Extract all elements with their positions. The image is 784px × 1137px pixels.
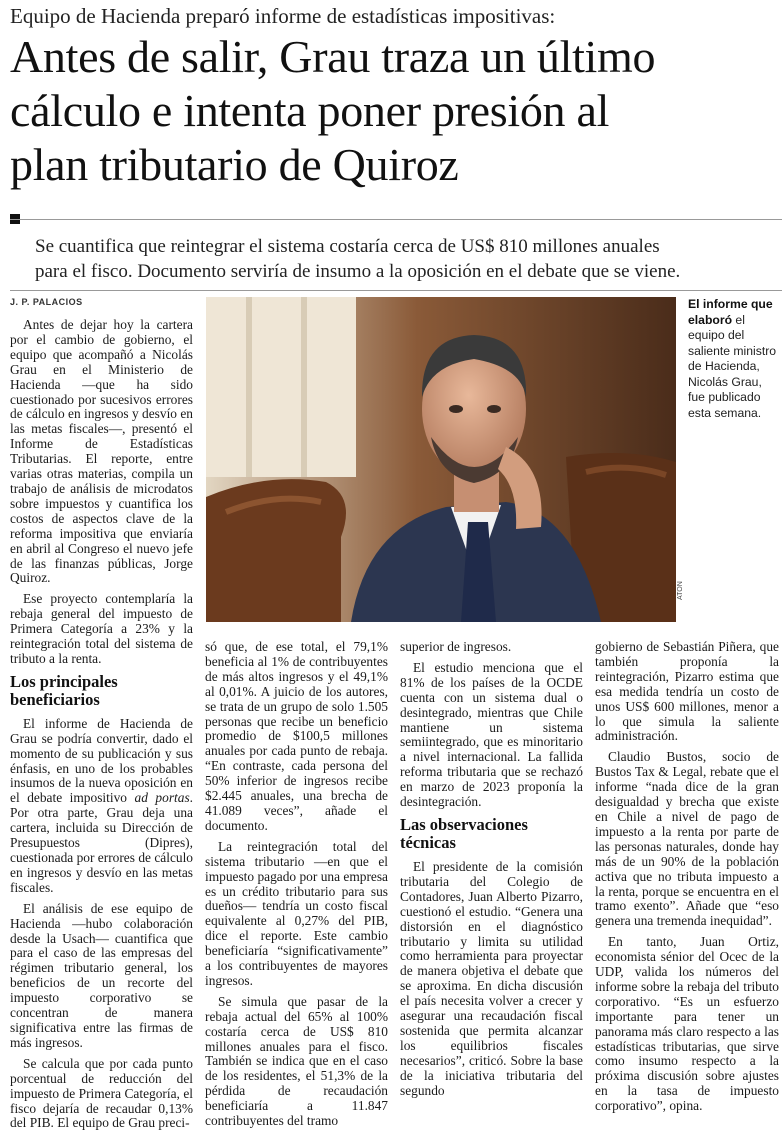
paragraph: Se simula que pasar de la rebaja actual del 65% al 100% costaría cerca de US$ 810 millones anuales para el fisco. También se indica que en el caso de los residentes, el 51,3% de la pérdida de recaudación beneficiaría a 11.847 contribuyentes del tramo bbox=[205, 993, 388, 1129]
photo-credit: ATON bbox=[677, 581, 684, 600]
portrait-illustration bbox=[206, 297, 676, 622]
photo-caption bbox=[688, 297, 782, 421]
paragraph: gobierno de Sebastián Piñera, que también proponía la reintegración, Pizarro estima que esa medida tendría un costo de unos US$ 600 millones, menor a lo que simula la saliente administración. bbox=[595, 639, 779, 744]
paragraph-emphasis: ad portas bbox=[134, 790, 190, 806]
paragraph: El presidente de la comisión tributaria del Colegio de Contadores, Juan Alberto Pizarro, cuestionó el estudio. “Genera una distorsión en el diagnóstico tributario y limita su utilidad como herramienta para proyectar de manera objetiva el debate que se aproxima. En dicha discusión el país necesita volver a crecer y asegurar una recaudación fiscal sostenida que permita alcanzar los equilibrios fiscales necesarios”, criticó. Sobre la base de la iniciativa tributaria del segundo bbox=[400, 858, 583, 1098]
paragraph: superior de ingresos. bbox=[400, 639, 512, 654]
article-photo bbox=[206, 297, 676, 622]
paragraph: Antes de dejar hoy la cartera por el cambio de gobierno, el equipo que acompañó a Nicolás Grau en el Ministerio de Hacienda —que ha sido cuestionado por sucesivos errores de cálculo en ingresos y desvío en las metas fiscales—, presentó el Informe de Estadísticas Tributarias. El reporte, entre varias otras materias, compila un trabajo de análisis de microdatos sobre impuestos y cuantifica los costos de aspectos clave de la reforma impositiva que enviaría en abril al Congreso el nuevo jefe de las finanzas públicas, Jorge Quiroz. bbox=[10, 317, 193, 586]
headline-line: plan tributario de Quiroz bbox=[10, 139, 459, 190]
section-heading: Las observaciones técnicas bbox=[400, 814, 528, 852]
headline bbox=[10, 30, 780, 192]
subheadline-line: para el fisco. Documento serviría de insumo a la oposición en el debate que se viene. bbox=[35, 261, 681, 282]
column-1 bbox=[10, 318, 193, 1137]
section-heading: Los principales beneficiarios bbox=[10, 671, 118, 709]
paragraph-text: . Por otra parte, Grau deja una cartera, incluida su Dirección de Presupuestos (Dipres), cuestionada por errores de cálculo en ingresos y desvío en las metas fiscales. bbox=[10, 790, 194, 895]
divider bbox=[10, 290, 782, 291]
paragraph: En tanto, Juan Ortiz, economista sénior del Ocec de la UDP, valida los números del informe sobre la rebaja del tributo corporativo. “Es un esfuerzo importante para tener un panorama más claro respecto a las estadísticas tributarias, que sirve como insumo respecto a la próxima discusión sobre ajustes en la tasa de impuesto corporativo”, opina. bbox=[595, 934, 779, 1114]
column-2 bbox=[205, 640, 388, 1135]
divider bbox=[10, 219, 782, 220]
column-4 bbox=[595, 640, 779, 1120]
column-3 bbox=[400, 640, 583, 1104]
paragraph: só que, de ese total, el 79,1% beneficia al 1% de contribuyentes de más altos ingresos y el 49,1% al 0,01%. A juicio de los autores, se trata de un grupo de solo 1.505 personas que recibe un beneficio promedio de $100,5 millones anuales por cada punto de rebaja. “En contraste, cada persona del 50% inferior de ingresos recibe $2.445 anuales, una brecha de 41.089 veces”, añade el documento. bbox=[205, 639, 388, 833]
subheadline bbox=[35, 234, 780, 284]
paragraph: La reintegración total del sistema tributario —en que el impuesto pagado por una empresa es un crédito tributario para sus dueños— tendría un costo fiscal equivalente al 0,27% del PIB, dice el reporte. Este cambio beneficiaría “significativamente” a los contribuyentes de mayores ingresos. bbox=[205, 838, 388, 988]
byline: J. P. PALACIOS bbox=[10, 297, 83, 307]
paragraph: Ese proyecto contemplaría la rebaja general del impuesto de Primera Categoría a 23% y la reintegración total del sistema de tributo a la renta. bbox=[10, 591, 193, 666]
headline-line: Antes de salir, Grau traza un último bbox=[10, 31, 656, 82]
caption-lead: El informe que elaboró bbox=[688, 297, 773, 327]
paragraph: Se calcula que por cada punto porcentual de reducción del impuesto de Primera Categoría, el fisco dejaría de recaudar 0,13% del PIB. El equipo de Grau preci- bbox=[10, 1055, 193, 1131]
paragraph-text: El informe de Hacienda de Grau se podría convertir, dado el momento de su publicación y sus énfasis, en uno de los probables insumos de la nueva oposición en el debate impositivo bbox=[10, 715, 193, 806]
paragraph: El análisis de ese equipo de Hacienda —hubo colaboración desde la Usach— cuantifica que para el caso de las empresas del régimen tributario general, los beneficios de un recorte del impuesto corporativo se concentran de manera significativa entre las firmas de más ingresos. bbox=[10, 900, 193, 1050]
subheadline-line: Se cuantifica que reintegrar el sistema costaría cerca de US$ 810 millones anuales bbox=[35, 236, 660, 257]
paragraph: El estudio menciona que el 81% de los países de la OCDE cuenta con un sistema dual o desintegrado, mientras que Chile mantiene un sistema semiintegrado, que es minoritario a nivel internacional. La fallida reforma tributaria que se rechazó en marzo de 2023 proponía la desintegración. bbox=[400, 659, 583, 810]
caption-text: el equipo del saliente ministro de Hacienda, Nicolás Grau, fue publicado esta semana. bbox=[688, 312, 777, 420]
kicker: Equipo de Hacienda preparó informe de estadísticas impositivas: bbox=[10, 4, 556, 28]
paragraph: Claudio Bustos, socio de Bustos Tax & Legal, rebate que el informe “nada dice de la gran desigualdad y brecha que existe en Chile a nivel de pago de impuesto a la renta por parte de las personas naturales, donde hay más de un 90% de la población activa que no tributa impuesto a la renta, porque se encuentra en el tramo exento”. Añade que “eso genera una tremenda inequidad”. bbox=[595, 749, 779, 929]
headline-line: cálculo e intenta poner presión al bbox=[10, 85, 610, 136]
paragraph bbox=[10, 717, 193, 896]
